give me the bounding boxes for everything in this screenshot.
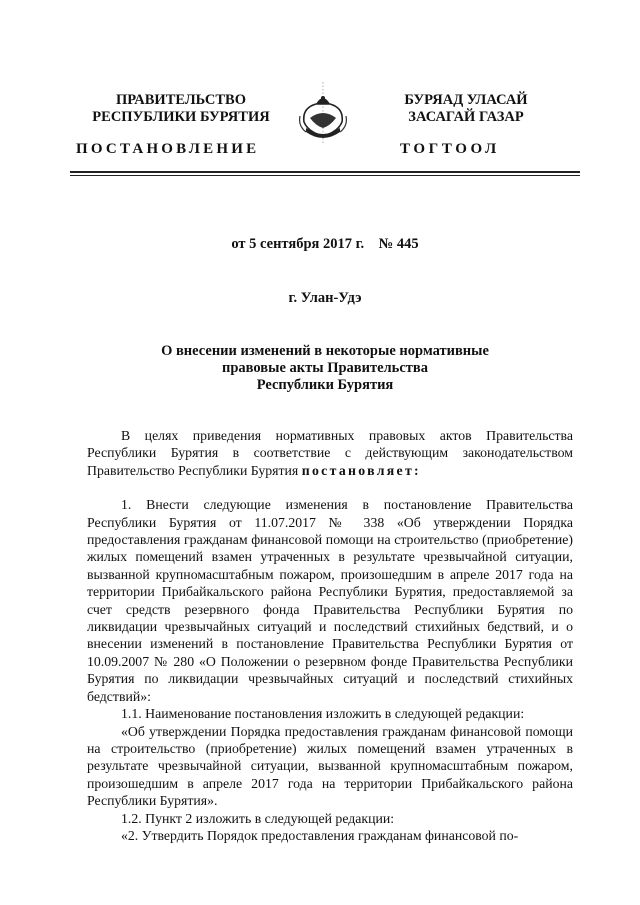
document-title: [70, 343, 580, 394]
intro-text: В целях приведения нормативных правовых актов Правительства Республики Бурятия в соответствие с действующим законодательством Правительство Республики Бурятия: [87, 428, 573, 478]
header-divider: [70, 171, 580, 176]
title-line3: Республики Бурятия: [256, 377, 394, 393]
paragraph-1-1-quote: «Об утверждении Порядка предоставления гражданам финансовой помощи на строительство (приобретение) жилых помещений взамен утраченных в результате чрезвычайной ситуации, вызванной крупномасштабным пожаром, произошедшим в апреле 2017 года на территории Прибайкальского района Республики Бурятия».: [87, 723, 573, 809]
header-right-line2: ЗАСАГАЙ ГАЗАР: [408, 109, 524, 125]
header-left-line1: ПРАВИТЕЛЬСТВО: [116, 92, 246, 108]
document-body: [87, 427, 573, 844]
header-left-line2: РЕСПУБЛИКИ БУРЯТИЯ: [92, 109, 270, 125]
paragraph-1-1: 1.1. Наименование постановления изложить в следующей редакции:: [121, 706, 525, 722]
intro-paragraph: [87, 427, 573, 479]
buryatia-emblem-icon: [294, 82, 352, 144]
paragraph-1-2: 1.2. Пункт 2 изложить в следующей редакции:: [121, 810, 395, 826]
doc-type-right: ТОГТООЛ: [400, 141, 500, 157]
title-line1: О внесении изменений в некоторые нормативные: [161, 343, 489, 359]
header-left-block: [86, 92, 276, 126]
paragraph-1-2-quote: «2. Утвердить Порядок предоставления гражданам финансовой по-: [121, 827, 519, 843]
title-line2: правовые акты Правительства: [222, 360, 428, 376]
intro-keyword: постановляет:: [301, 462, 421, 478]
date-number: от 5 сентября 2017 г. № 445: [231, 236, 419, 252]
doc-type-left: ПОСТАНОВЛЕНИЕ: [76, 141, 260, 157]
header-right-line1: БУРЯАД УЛАСАЙ: [404, 92, 528, 108]
city: г. Улан-Удэ: [288, 290, 362, 306]
paragraph-1: 1. Внести следующие изменения в постановление Правительства Республики Бурятия от 11.07.2017 № 338 «Об утверждении Порядка предоставления гражданам финансовой помощи на строительство (приобретение) жилых помещений взамен утраченных в результате чрезвычайной ситуации, вызванной крупномасштабным пожаром, произошедшим в апреле 2017 года на территории Прибайкальского района Республики Бурятия, предоставляемой за счет средств резервного фонда Правительства Республики Бурятия по ликвидации чрезвычайных ситуаций и последствий стихийных бедствий, и о внесении изменений в постановление Правительства Республики Бурятия от 10.09.2007 № 280 «О Положении о резервном фонде Правительства Республики Бурятия по ликвидации чрезвычайных ситуаций и последствий стихийных бедствий»:: [87, 497, 573, 704]
header-right-block: [376, 92, 556, 126]
